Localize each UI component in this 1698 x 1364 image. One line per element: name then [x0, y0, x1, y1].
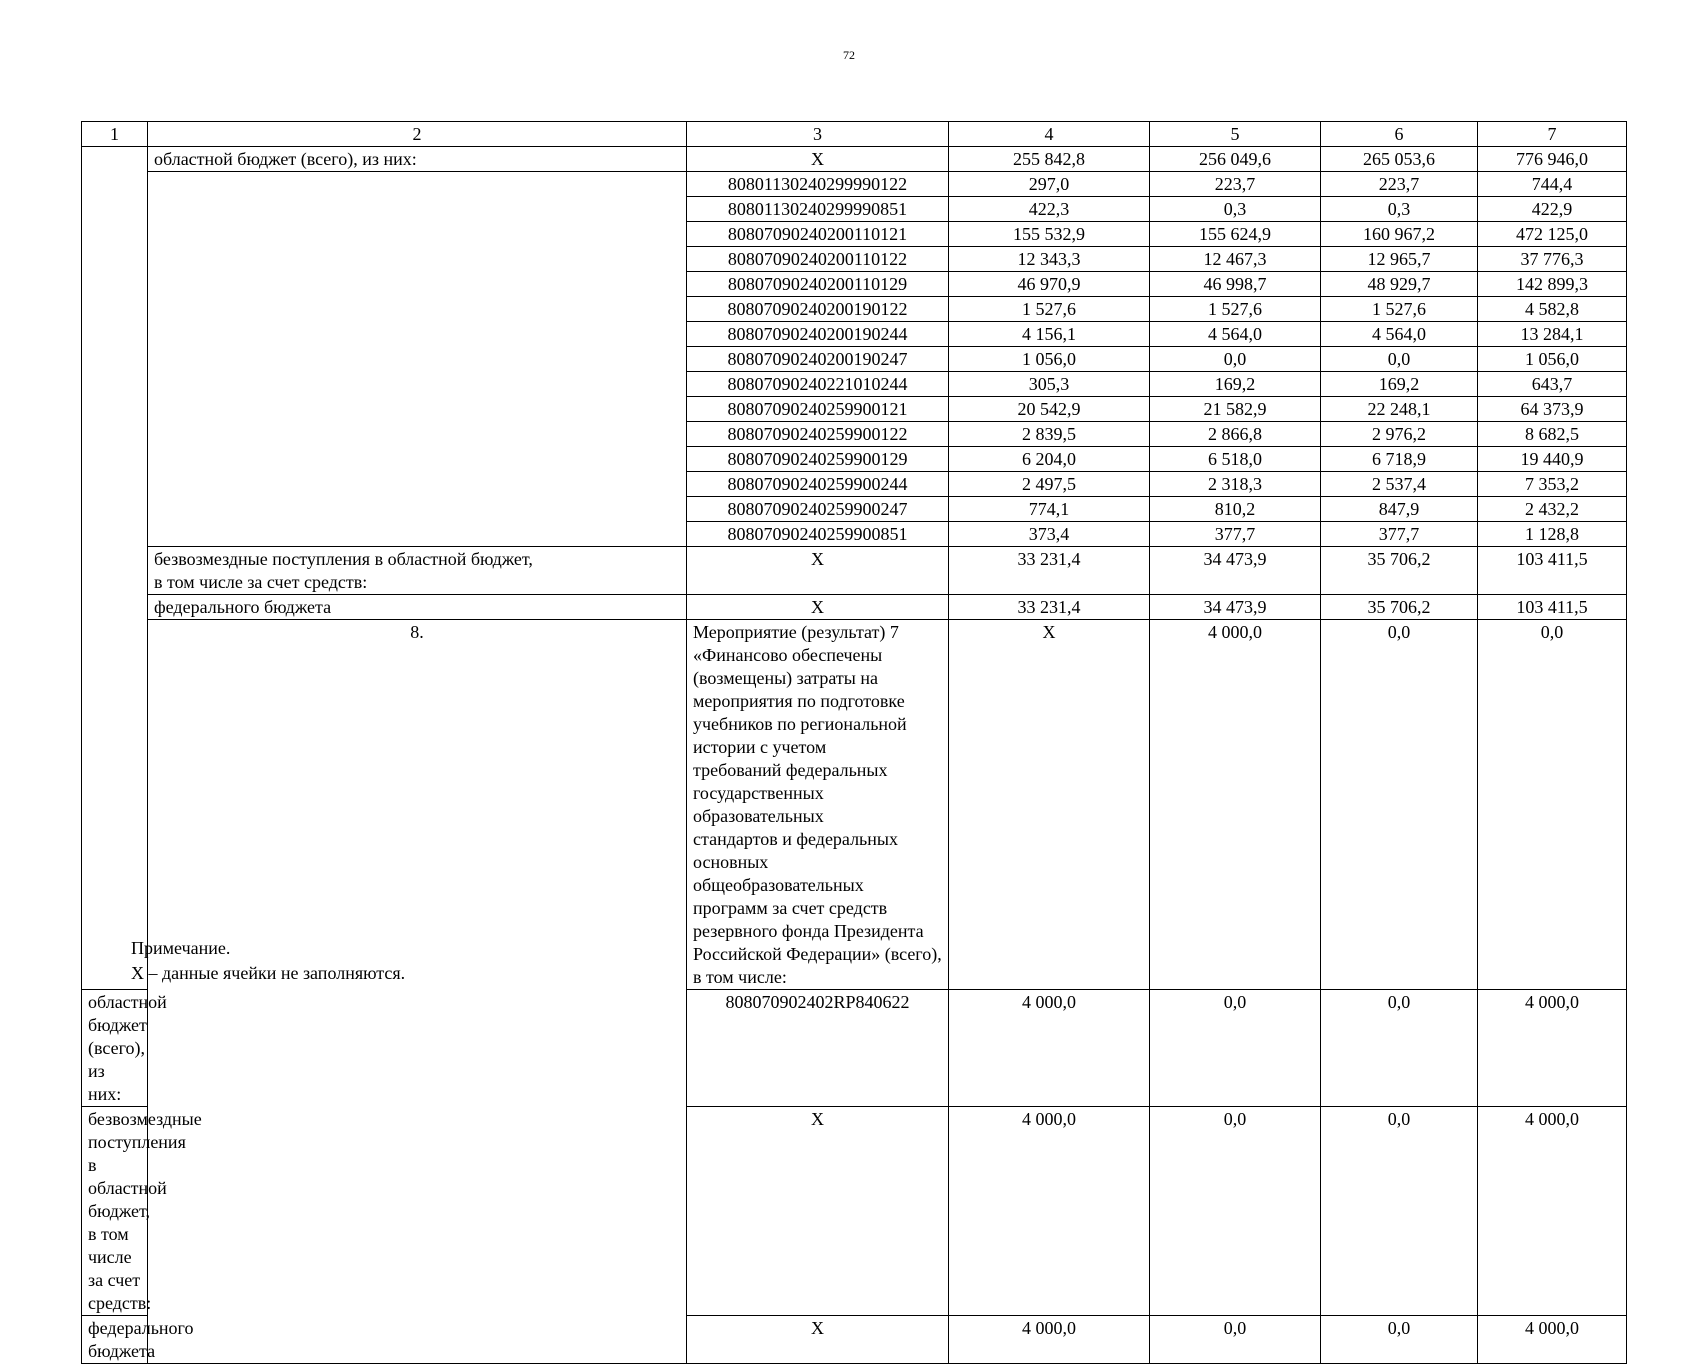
row-value-5: 377,7: [1150, 522, 1321, 547]
measure-description-line: учебников по региональной истории с учетом: [693, 714, 907, 757]
row-value-6: 12 965,7: [1321, 247, 1478, 272]
row-value-5: 810,2: [1150, 497, 1321, 522]
row-value-7: 422,9: [1478, 197, 1627, 222]
row-value-4: 12 343,3: [949, 247, 1150, 272]
row-code: X: [687, 595, 949, 620]
measure-description: [687, 620, 949, 990]
row-value-7: 744,4: [1478, 172, 1627, 197]
header-cell-6: 6: [1321, 122, 1478, 147]
row-code: 80801130240299990122: [687, 172, 949, 197]
measure-description-line: (возмещены) затраты на мероприятия по подготовке: [693, 668, 905, 711]
row-value-5: 21 582,9: [1150, 397, 1321, 422]
row-value-5: 0,0: [1150, 347, 1321, 372]
empty-name-cell: [148, 172, 687, 547]
row-name: областной бюджет (всего), из них:: [148, 147, 687, 172]
row-code: 80807090240259900122: [687, 422, 949, 447]
row-code: 80807090240200190247: [687, 347, 949, 372]
budget-table: [81, 121, 1627, 1364]
row-value-5: 46 998,7: [1150, 272, 1321, 297]
row-value-4: 305,3: [949, 372, 1150, 397]
row-name: областной бюджет (всего), из них:: [82, 990, 148, 1107]
row-code: X: [687, 1316, 949, 1364]
row-number-cell: 8.: [148, 620, 687, 1364]
row-name: федерального бюджета: [82, 1316, 148, 1364]
header-cell-1: 1: [82, 122, 148, 147]
row-value-6: 0,0: [1321, 1316, 1478, 1364]
budget-code-row: [82, 172, 1627, 197]
row-value-7: 8 682,5: [1478, 422, 1627, 447]
row-value-4: 2 497,5: [949, 472, 1150, 497]
row-code: X: [687, 1107, 949, 1316]
row-value-4: 4 000,0: [949, 1107, 1150, 1316]
row-value-6: 2 976,2: [1321, 422, 1478, 447]
row-value-7: 1 056,0: [1478, 347, 1627, 372]
row-code: 80807090240259900851: [687, 522, 949, 547]
row-name-line: безвозмездные поступления в областной бюджет,: [154, 549, 533, 569]
row-value-6: 377,7: [1321, 522, 1478, 547]
row-value-5: 256 049,6: [1150, 147, 1321, 172]
row-value-6: 160 967,2: [1321, 222, 1478, 247]
row-value-6: 0,0: [1478, 620, 1627, 990]
row-value-6: 48 929,7: [1321, 272, 1478, 297]
row-code: 80807090240221010244: [687, 372, 949, 397]
row-name: [82, 1107, 202, 1316]
row-value-7: 19 440,9: [1478, 447, 1627, 472]
row-code: 80807090240259900244: [687, 472, 949, 497]
row-value-4: 4 156,1: [949, 322, 1150, 347]
measure-description-line: требований федеральных государственных образовательных: [693, 760, 888, 826]
row-code: X: [687, 547, 949, 595]
row-value-7: 2 432,2: [1478, 497, 1627, 522]
row-value-4: 4 000,0: [1150, 620, 1321, 990]
row-value-7: 472 125,0: [1478, 222, 1627, 247]
row-value-6: 223,7: [1321, 172, 1478, 197]
row-value-7: 103 411,5: [1478, 547, 1627, 595]
row-value-4: 33 231,4: [949, 595, 1150, 620]
row-code: 80807090240259900129: [687, 447, 949, 472]
regional-budget-row: [82, 147, 1627, 172]
row-value-5: 2 866,8: [1150, 422, 1321, 447]
row-value-6: 0,3: [1321, 197, 1478, 222]
row-value-6: 265 053,6: [1321, 147, 1478, 172]
row-code: X: [687, 147, 949, 172]
row-value-7: 7 353,2: [1478, 472, 1627, 497]
row-value-4: 1 527,6: [949, 297, 1150, 322]
row-value-6: 0,0: [1321, 347, 1478, 372]
row-value-5: 6 518,0: [1150, 447, 1321, 472]
header-cell-2: 2: [148, 122, 687, 147]
row-value-5: 0,3: [1150, 197, 1321, 222]
row-code: 80807090240259900121: [687, 397, 949, 422]
row-value-5: 155 624,9: [1150, 222, 1321, 247]
row-value-4: 255 842,8: [949, 147, 1150, 172]
footnote: [131, 936, 405, 986]
federal-budget-row: [82, 595, 1627, 620]
row-value-5: 169,2: [1150, 372, 1321, 397]
row-value-5: 0,0: [1150, 1107, 1321, 1316]
row-code: 808070902402RP840622: [687, 990, 949, 1107]
row-value-4: 155 532,9: [949, 222, 1150, 247]
row-code: 80807090240200190122: [687, 297, 949, 322]
footnote-text: X – данные ячейки не заполняются.: [131, 963, 406, 983]
row-value-5: 2 318,3: [1150, 472, 1321, 497]
row-value-7: 643,7: [1478, 372, 1627, 397]
row-name-line: безвозмездные поступления в областной бюджет,: [88, 1109, 202, 1221]
row-value-4: 373,4: [949, 522, 1150, 547]
row-value-6: 22 248,1: [1321, 397, 1478, 422]
row-value-6: 847,9: [1321, 497, 1478, 522]
row-value-7: 776 946,0: [1478, 147, 1627, 172]
measure-description-line: программ за счет средств резервного фонда Президента: [693, 898, 924, 941]
row-value-7: 4 000,0: [1478, 1316, 1627, 1364]
row-value-4: 422,3: [949, 197, 1150, 222]
row-value-4: 4 000,0: [949, 1316, 1150, 1364]
row-value-6: 2 537,4: [1321, 472, 1478, 497]
row-value-6: 4 564,0: [1321, 322, 1478, 347]
row-value-4: 774,1: [949, 497, 1150, 522]
row-value-7: 37 776,3: [1478, 247, 1627, 272]
row-value-6: 35 706,2: [1321, 595, 1478, 620]
row-name: федерального бюджета: [148, 595, 687, 620]
row-value-5: 12 467,3: [1150, 247, 1321, 272]
row-value-5: 0,0: [1150, 1316, 1321, 1364]
row-value-6: 0,0: [1321, 1107, 1478, 1316]
row-value-5: 34 473,9: [1150, 595, 1321, 620]
header-cell-7: 7: [1478, 122, 1627, 147]
row-name: [148, 547, 687, 595]
row-value-5: 34 473,9: [1150, 547, 1321, 595]
row-code: 80807090240200110121: [687, 222, 949, 247]
row-value-5: 0,0: [1321, 620, 1478, 990]
row-value-6: 0,0: [1321, 990, 1478, 1107]
row-value-6: 1 527,6: [1321, 297, 1478, 322]
row-value-5: 4 564,0: [1150, 322, 1321, 347]
row-number-cell: [82, 147, 148, 990]
row-code: X: [949, 620, 1150, 990]
gratuitous-row: [82, 547, 1627, 595]
row-code: 80801130240299990851: [687, 197, 949, 222]
row-value-6: 35 706,2: [1321, 547, 1478, 595]
row-code: 80807090240200110129: [687, 272, 949, 297]
row-value-7: 103 411,5: [1478, 595, 1627, 620]
header-cell-4: 4: [949, 122, 1150, 147]
row-value-4: 4 000,0: [949, 990, 1150, 1107]
measure-row: [82, 620, 1627, 990]
row-value-4: 2 839,5: [949, 422, 1150, 447]
row-code: 80807090240200190244: [687, 322, 949, 347]
measure-description-line: Российской Федерации» (всего), в том числе:: [693, 944, 942, 987]
row-value-7: 13 284,1: [1478, 322, 1627, 347]
row-value-5: 223,7: [1150, 172, 1321, 197]
row-value-4: 6 204,0: [949, 447, 1150, 472]
measure-description-line: Мероприятие (результат) 7 «Финансово обеспечены: [693, 622, 899, 665]
row-code: 80807090240200110122: [687, 247, 949, 272]
row-value-4: 46 970,9: [949, 272, 1150, 297]
row-value-4: 33 231,4: [949, 547, 1150, 595]
page-number: 72: [843, 48, 855, 62]
row-name-line: в том числе за счет средств:: [88, 1224, 152, 1313]
footnote-title: Примечание.: [131, 938, 231, 958]
row-code: 80807090240259900247: [687, 497, 949, 522]
row-value-7: 1 128,8: [1478, 522, 1627, 547]
row-value-7: 4 582,8: [1478, 297, 1627, 322]
row-value-5: 0,0: [1150, 990, 1321, 1107]
row-value-6: 6 718,9: [1321, 447, 1478, 472]
row-value-6: 169,2: [1321, 372, 1478, 397]
row-value-4: 1 056,0: [949, 347, 1150, 372]
row-value-4: 297,0: [949, 172, 1150, 197]
row-value-7: 4 000,0: [1478, 990, 1627, 1107]
header-cell-5: 5: [1150, 122, 1321, 147]
header-row: [82, 122, 1627, 147]
row-value-7: 4 000,0: [1478, 1107, 1627, 1316]
budget-table-body: [82, 122, 1627, 1364]
row-value-5: 1 527,6: [1150, 297, 1321, 322]
row-name-line: в том числе за счет средств:: [154, 572, 368, 592]
header-cell-3: 3: [687, 122, 949, 147]
measure-description-line: стандартов и федеральных основных общеобразовательных: [693, 829, 898, 895]
row-value-4: 20 542,9: [949, 397, 1150, 422]
row-value-7: 142 899,3: [1478, 272, 1627, 297]
row-value-7: 64 373,9: [1478, 397, 1627, 422]
